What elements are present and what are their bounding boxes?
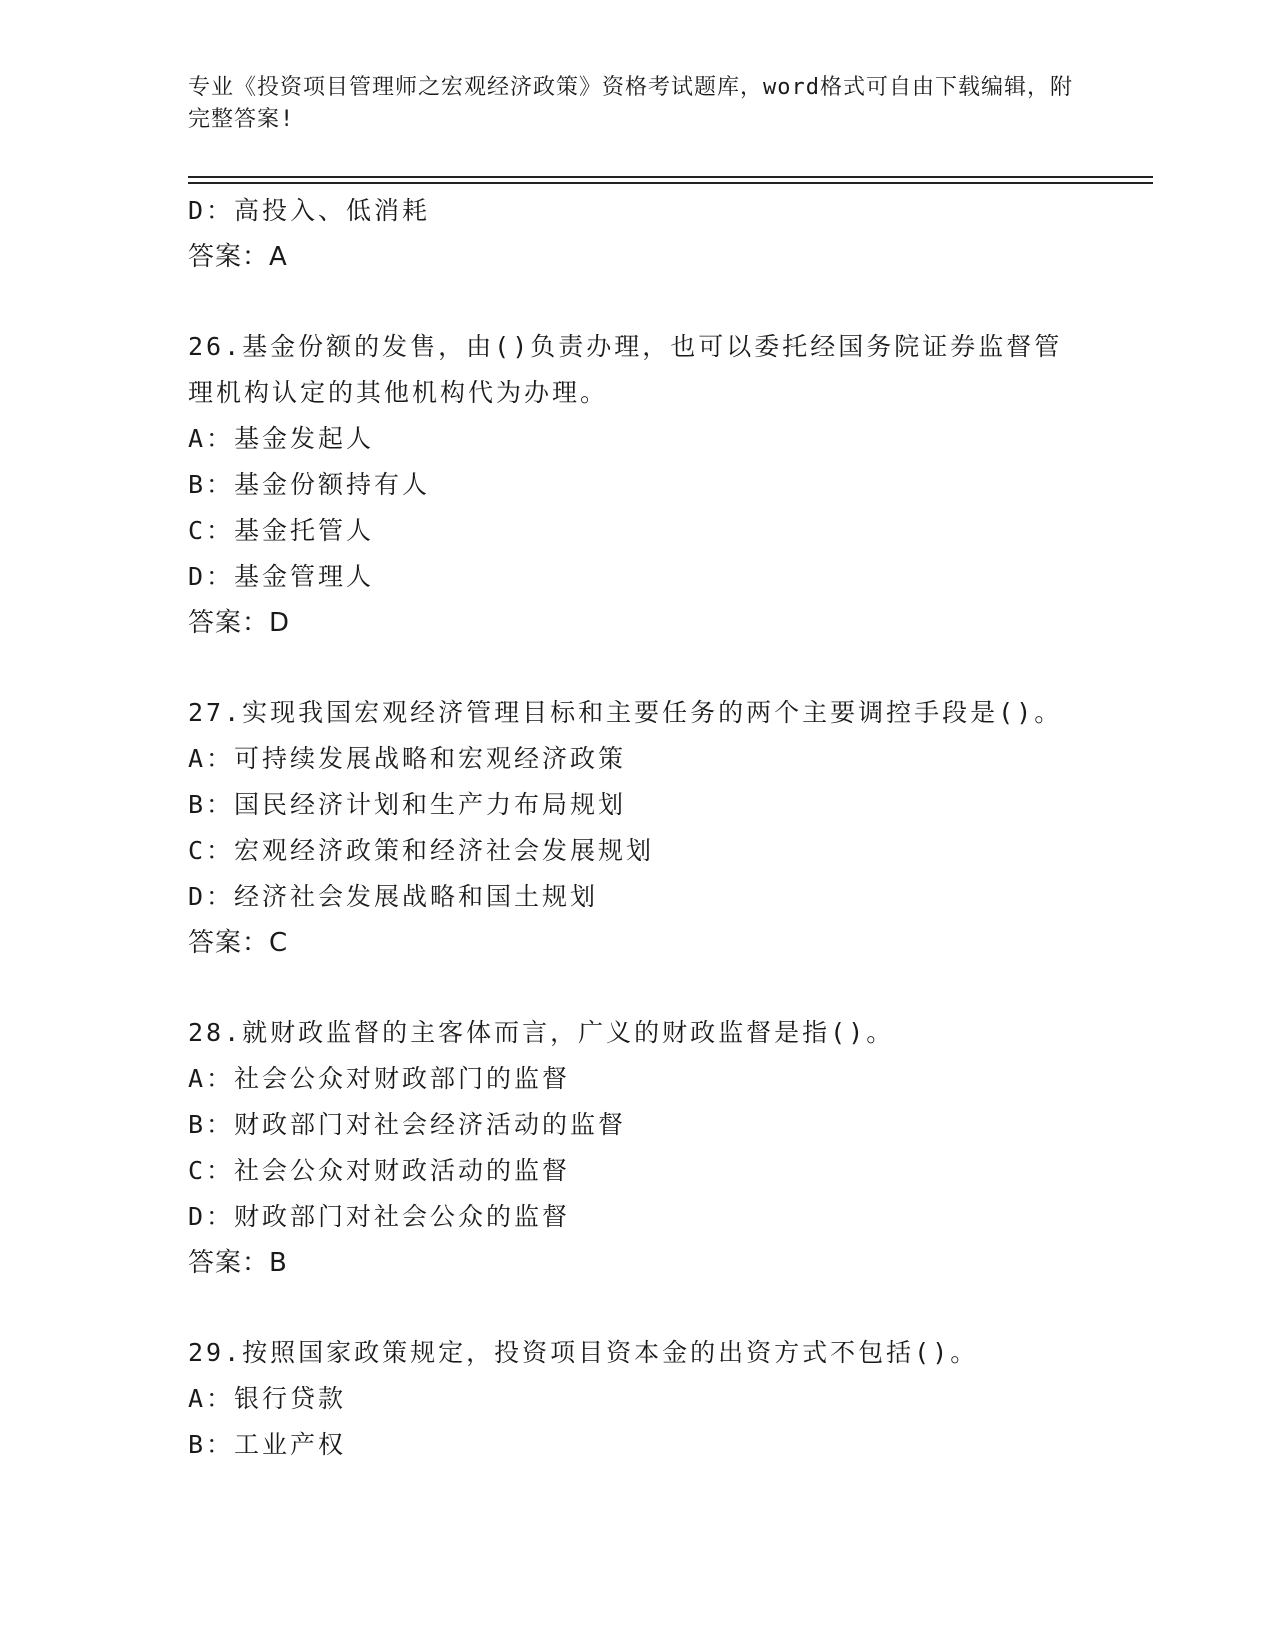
option-b: B：财政部门对社会经济活动的监督	[188, 1110, 627, 1139]
option-d: D：经济社会发展战略和国土规划	[188, 882, 599, 911]
answer-line: 答案：C	[188, 928, 289, 958]
option-c: C：基金托管人	[188, 516, 375, 545]
option-a: A：可持续发展战略和宏观经济政策	[188, 744, 627, 773]
option-d: D：高投入、低消耗	[188, 196, 431, 225]
option-d: D：基金管理人	[188, 562, 375, 591]
option-c: C：宏观经济政策和经济社会发展规划	[188, 836, 655, 865]
question-28	[188, 1010, 1088, 1286]
question-stem: 27.实现我国宏观经济管理目标和主要任务的两个主要调控手段是()。	[188, 698, 1063, 727]
question-stem: 28.就财政监督的主客体而言，广义的财政监督是指()。	[188, 1018, 895, 1047]
answer-line: 答案：D	[188, 608, 291, 638]
option-d: D：财政部门对社会公众的监督	[188, 1202, 571, 1231]
option-b: B：工业产权	[188, 1430, 347, 1459]
option-a: A：社会公众对财政部门的监督	[188, 1064, 571, 1093]
option-a: A：银行贷款	[188, 1384, 347, 1413]
question-26	[188, 324, 1088, 646]
option-b: B：基金份额持有人	[188, 470, 431, 499]
header-divider-top	[188, 176, 1153, 178]
answer-line: 答案：A	[188, 242, 288, 272]
question-29	[188, 1330, 1088, 1468]
question-stem: 29.按照国家政策规定，投资项目资本金的出资方式不包括()。	[188, 1338, 979, 1367]
option-a: A：基金发起人	[188, 424, 375, 453]
option-c: C：社会公众对财政活动的监督	[188, 1156, 571, 1185]
prev-question-tail	[188, 188, 1088, 280]
document-header: 专业《投资项目管理师之宏观经济政策》资格考试题库，word格式可自由下载编辑，附完整答案!	[188, 75, 1073, 132]
question-list	[188, 188, 1088, 1468]
option-b: B：国民经济计划和生产力布局规划	[188, 790, 627, 819]
answer-line: 答案：B	[188, 1248, 288, 1278]
header-divider-bottom	[188, 182, 1153, 184]
question-27	[188, 690, 1088, 966]
question-stem: 26.基金份额的发售，由()负责办理，也可以委托经国务院证券监督管理机构认定的其他机构代为办理。	[188, 332, 1063, 407]
